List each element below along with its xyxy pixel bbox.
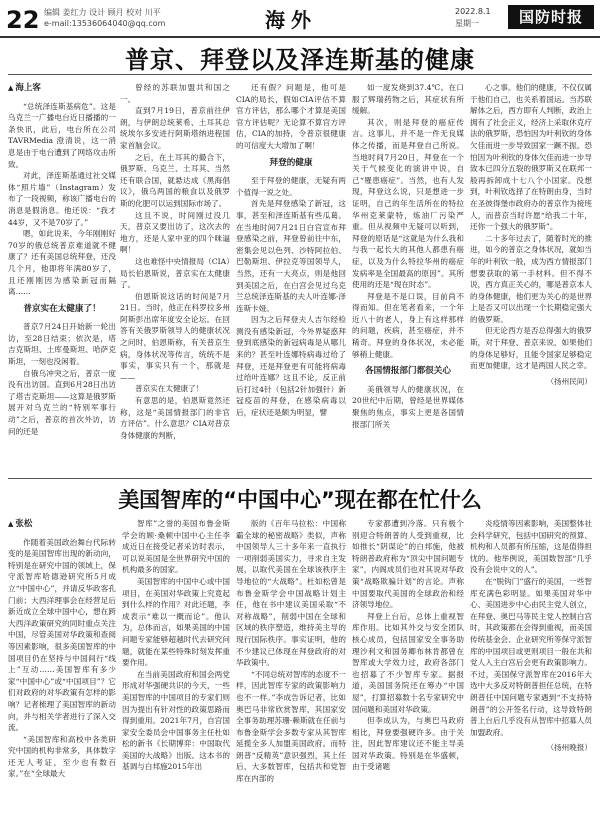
page-number: 22 (6, 6, 40, 34)
article2-column-3 (236, 518, 346, 820)
paragraph: 首先是拜登感染了新冠，这事，甚至和泽连斯基有些瓜葛。在当地时间7月21日白宫宣布拜登感染之前，拜登曾前往中东，密集会见以色列、沙特阿拉伯、巴勒斯坦、伊拉克等国领导人，当然，还有一大亮点，则是他回到美国之后，在白宫会见过乌克兰总统泽连斯基的夫人叶连娜·泽连斯卡娅。 (236, 199, 346, 313)
email-line: e-mail:13536064040@qq.com (44, 19, 166, 28)
article2-column-4 (352, 518, 464, 820)
paragraph: 心之事。他们的健康，不仅仅属于他们自己，也关系着国运。当苏联解体之后，西方即有人判断，政治上拥有了社会正义，经济上采取休克疗法的俄罗斯，恐怕因为叶利钦的身体欠佳而进一步导致国家一蹶不振。恐怕因为叶利钦的身体欠佳而进一步导致本已四分五裂的俄罗斯又在联邦一般再拆卸成十七八个小国家。没想到，叶利钦选择了在特朗由身，当时在圣彼得堡市政府办的普京作为接班人，而普京当时许愿“给我二十年，还你一个强大的俄罗斯”。 (470, 83, 592, 232)
paragraph: 曾经的苏联加盟共和国之一。 (120, 83, 230, 104)
paragraph: 拜登是不是口误，目前尚不得而知。但在笔者看来，一个年近八十的老人，身上有这样那样的问题，疾病，甚至癌症，并不稀奇。拜登的身体状况，未必能够稍上健康。 (352, 291, 464, 359)
byline-triangle-icon: ▲ (8, 83, 14, 92)
byline-triangle-icon: ▲ (8, 519, 14, 528)
paragraph: 二十多年过去了，随着时光的推进，如今的普京之身体状况，就如当年的叶利钦一般，成为西方情报部门想要获取的第一手材料。但不得不说，西方真正关心的，哪是普京本人的身体健康，他们更为关心的是世界上是否又可以出现一个长期稳定强大的俄罗斯。 (470, 233, 592, 324)
paragraph: 版的《百年马拉松：中国称霸全球的秘密战略》类似，声称中国领导人三十多年来一直执行一项削弱美国实力，寻求自主发展，以取代美国在全球该秩序主导地位的“大战略”。杜如松曾是布鲁金斯学会中国战略计划主任，他在书中建议美国采取“不对称战略”，削弱中国在全球和区域的秩序塑造，维持美主导的现行国际秩序。事实证明，他的不少建议已体现在拜登政府的对华政策中。 (236, 519, 346, 668)
issue-weekday: 星期一 (455, 19, 479, 28)
paragraph: 但无论西方是否总得强大的俄罗斯，对于拜登、普京来说，如果他们的身体足够好，且能令国家足够稳定而更加健康，这才是两国人民之幸。 (470, 326, 592, 371)
article2-column-2 (122, 518, 230, 820)
paragraph: 智库”之誉的美国布鲁金斯学会的顾·桑顿中国中心主任李成近日在接受记者采访时表示，可以说美国是全世界研究中国的机构最多的国家。 (122, 519, 230, 575)
paragraph: 普京7月24日开始新一轮出访，至28日结束；依次是，塔吉克斯坦、土库曼斯坦、哈萨克斯坦，一刻也没闲着。 (8, 322, 116, 367)
paragraph: “美国智库和高校中各类研究中国的机构非常多，具体数字还无人考证，至少也有数百家。”在“全球最大 (8, 734, 116, 779)
paragraph: 普京实在太健康了！ (135, 384, 204, 394)
paragraph: 这且不说，时间刚过没几天，普京又要出访了，这次去的地方，还是人家中亚的四个咪逼啊！ (120, 210, 230, 255)
paragraph: 但李成认为，与奥巴马政府相比，拜登要强硬许多。由于关注，因此智库建议还不能主导美国对华政策。特别是在华盛顿，由于受诸题 (352, 716, 464, 772)
paragraph: 还有假？问题是，他可是CIA的局长，假如CIA评估不算官方评估，那么哪个才算是美国官方评估呢？无论算不算官方评估，CIA的加持，令普京很健康的可信度大大增加了啊！ (236, 83, 346, 150)
article1-column-3 (236, 82, 346, 474)
paragraph: 自俄乌冲突之后，普京一度没有出访国。直到6月28日出访了塔吉克斯坦——这算是俄罗斯展开对乌克兰的“特别军事行动”之后，普京的首次外访，访问的还是 (8, 368, 116, 436)
article2-headline: 美国智库的“中国中心”现在都在忙什么 (118, 488, 482, 512)
article2-column-5 (470, 518, 592, 820)
paragraph: 因为之后拜登夫人吉尔经检测没有感染新冠，今外界疑惑拜登到底感染的新冠病毒是从哪儿来的？甚至叶连娜特病毒过给了拜登，还是拜登更有可能将病毒过给叶连娜？这且不论，反正前后打过4针（包括2针加强针）新冠疫苗的拜登，在感染病毒以后，症状还是颇为明显，譬 (236, 315, 346, 418)
paragraph: 有意思的是，伯恩斯竟然还称，这是“美国情报部门的非官方评估”。什么意思？CIA对普京身体健康的判断， (120, 396, 230, 440)
paragraph: 其次，则是拜登的癌症传言。这事儿，并不是一件无良媒体之传播，而是拜登自己所说。当地时间7月20日，拜登在一个关于气候变化的演讲中说，自己“罹患癌症”。当然，也有人发现，拜登这么说，只是想进一步证明，自己的年生活所在的特拉华州克莱蒙特，炼油厂污染严重。但从视频中无疑可以听到，拜登的原话是“这就是为什么我和与我一起长大的其他人都患有癌症，以及为什么特拉华州的癌症发病率是全国最高的原因”。其所使用的还是“现在时态”。 (352, 117, 464, 290)
paragraph: “总统泽连斯基病危”。这是乌克兰一广播电台近日播播的一条快讯，此后，电台所在公司TAVRMedia 澄清说，这一消息是由于电台遭到了网络攻击所致。 (8, 101, 116, 169)
article2-column-1 (8, 518, 116, 820)
article1-column-4 (352, 82, 464, 474)
article1-headline: 普京、拜登以及泽连斯基的健康 (125, 46, 475, 74)
article1-column-5 (470, 82, 592, 474)
paragraph: 至于拜登的健康，无疑有两个值得一说之处。 (236, 176, 346, 197)
article1-byline: ▲ 海上客 (8, 83, 41, 93)
paragraph: 如一度发烧到37.4℃。在口服了辉瑞药物之后，其症状有所缓解。 (352, 83, 464, 116)
article-divider (8, 478, 592, 479)
section-title: 海外 (265, 8, 317, 32)
subhead-putin-health: 普京实在太健康了！ (23, 303, 101, 314)
article1-column-2 (120, 82, 230, 474)
date-block (455, 6, 491, 30)
paragraph: 之后，在土耳其的撮合下，俄罗斯、乌克兰、土耳其、当然还有联合国，就悬达成《黑海倡议》，俄乌两国的粮食以及俄罗斯的化肥可以运到国际市场了。 (120, 152, 230, 208)
paragraph: 嗯，如此说来，今年刚刚好70岁的俄总统普京难道就不健康了？还有美国总统拜登，还没几个月，他即将年满80岁了，且还刚刚因为感染新冠而隔离…… (8, 229, 116, 297)
paragraph: 对此，泽连斯基通过社交媒体“照片墙”（Instagram）发布了一段视频，称该广播电台的消息是假消息。他还说：“我才44岁，又不是70岁了。” (8, 171, 116, 227)
subhead-biden-health: 拜登的健康 (269, 157, 313, 168)
article2-byline: ▲ 张松 (8, 519, 33, 529)
subhead-intelligence: 各国情报部门都很关心 (365, 366, 451, 377)
paragraph: 在当前美国政府和国会两党形成对华强硬共识的今天，一些美国智库的中国项目的专家们则因为提出有针对性的政策思路而得到重用。2021年7月，自宫国家安全委员会中国事务主任杜如松的新书《长期博弈：中国取代美国的大战略》出版。这本书的基调与白邦施2015年出 (122, 669, 230, 772)
page-header (0, 0, 600, 38)
paragraph: 伯恩斯说这话的时间是7月21日。当时，他正在科罗拉多州阿斯彭出席年度安全论坛。在回答有关俄罗斯领导人的健康状况之问时，伯恩斯称，有关普京生病，身体状况等传言，统统不是事实，事实只有一个，那就是—— (120, 291, 230, 382)
editors-line: 编辑 姜红力 设计 顾月 校对 川平 (44, 8, 161, 17)
paragraph: 拜登上台后，总体上重视智库作用。比如其外交与安全团队核心成员，包括国家安全事务助理沙利文和国务卿布林肯都曾在智库或大学效力过，政府各部门也招募了不少智库专家。据报道，美国国务院还在筹办“中国屋”，打算招募数十名专家研究中国问题和美国对华政策。 (352, 611, 464, 714)
paragraph: 在“脱钩门”盛行的美国，一些智库充满色彩明显。如果美国对华中心、美国进步中心由民主党人创立，在拜登、奥巴马等民主党人控制白宫时，其政策都在会得到重视，而美国传统基金会、企业研究所等保守派智库的中国项目或更则项目一般在共和党人入主白宫后会更有政策影响力。不过，美国保守派智库在2016年大选中大多反对特朗普担任总统，在特朗普任中国问题专家遇到“不支持特朗普”的公开签名行动，这导致特朗普上台后几乎没有从智库中招募人员加盟政府。 (470, 576, 592, 737)
article1-source: （扬州民间） (546, 376, 592, 386)
article1-column-1 (8, 82, 116, 474)
paragraph: 作随着美国政治舞台代际转变的是美国智库出现的新动向，特别是在研究中国的领域上，保守派智库哈德逊研究所5月成立“中国中心”，并请反华政客孔门前；大西洋理事会在经营足后新近成立全球中国中心，想在跨大西洋政策研究的同时重点关注中国，尽管美国对华政策和查阅等因素影响，很多美国智库的中国项目仍在坚持与中国间行“线上”互动……美国智库有多少家“中国中心”或“中国项目”？它们对政府的对华政策有怎样的影响？记者梳理了美国智库的新动向，并与相关学者进行了深入交流。 (8, 537, 116, 733)
paragraph: 炎疫情等因素影响，美国整体社会科学研究，包括中国研究的预算、机构和人员都有所压缩，这是值得担忧的。他举例说，美国数智部“几乎没有会说中文的人”。 (470, 519, 592, 575)
paragraph: 直到7月19日，普京前往伊朗，与伊朗总统莱希、土耳其总统埃尔多安进行阿斯塔纳进程国家首脑会议。 (120, 106, 230, 150)
paragraph: 这也难怪中央情报局（CIA）局长伯恩斯说，普京实在太健康了。 (120, 256, 230, 290)
article2-source: （扬州晚报） (546, 743, 592, 753)
paragraph: 美俄领导人的健康状况，在20世纪中后期，曾经是世界媒体聚焦的焦点，事实上更是各国情报部门所关 (352, 384, 464, 429)
paragraph: 专家都遭到冷落。只有极个别迎合特朗普的人受到重视，比如推长“阴谋论”的白邦施，他被特朗普政府称为“顶尖中国问题专家”，内阁成员们也对其说对华政策“战略欺骗计划”的言论。声称中国要取代美国的全球政治和经济领导地位。 (352, 519, 464, 610)
issue-date: 2022.8.1 (455, 7, 491, 16)
paragraph: “不同总统对智库的态度不一样，因此智库专家的政策影响力也不一样。”李成告诉记者，比如奥巴马非常欣赏智库，其国家安全事务助理苏珊·赖斯就在任前与布鲁金斯学会多数专家从其智库延揽全多人加盟美国政府。而特朗普“反精英”意识强烈，其上任后，大多数智库，包括共和党智库在内部的 (236, 669, 346, 784)
editors-info (44, 7, 165, 29)
newspaper-logo: 国防时报 (508, 5, 594, 29)
headline-divider (8, 74, 592, 75)
paragraph: 美国智库的中国中心或中国项目，在美国对华政策上究竟起到什么样的作用？对此还题，李成表示“难以一概而论”。他认为，总体而言，如果美国的中国问题专家能够超越时代去研究问题，就能在某些特殊时刻发挥重要作用。 (122, 576, 230, 668)
